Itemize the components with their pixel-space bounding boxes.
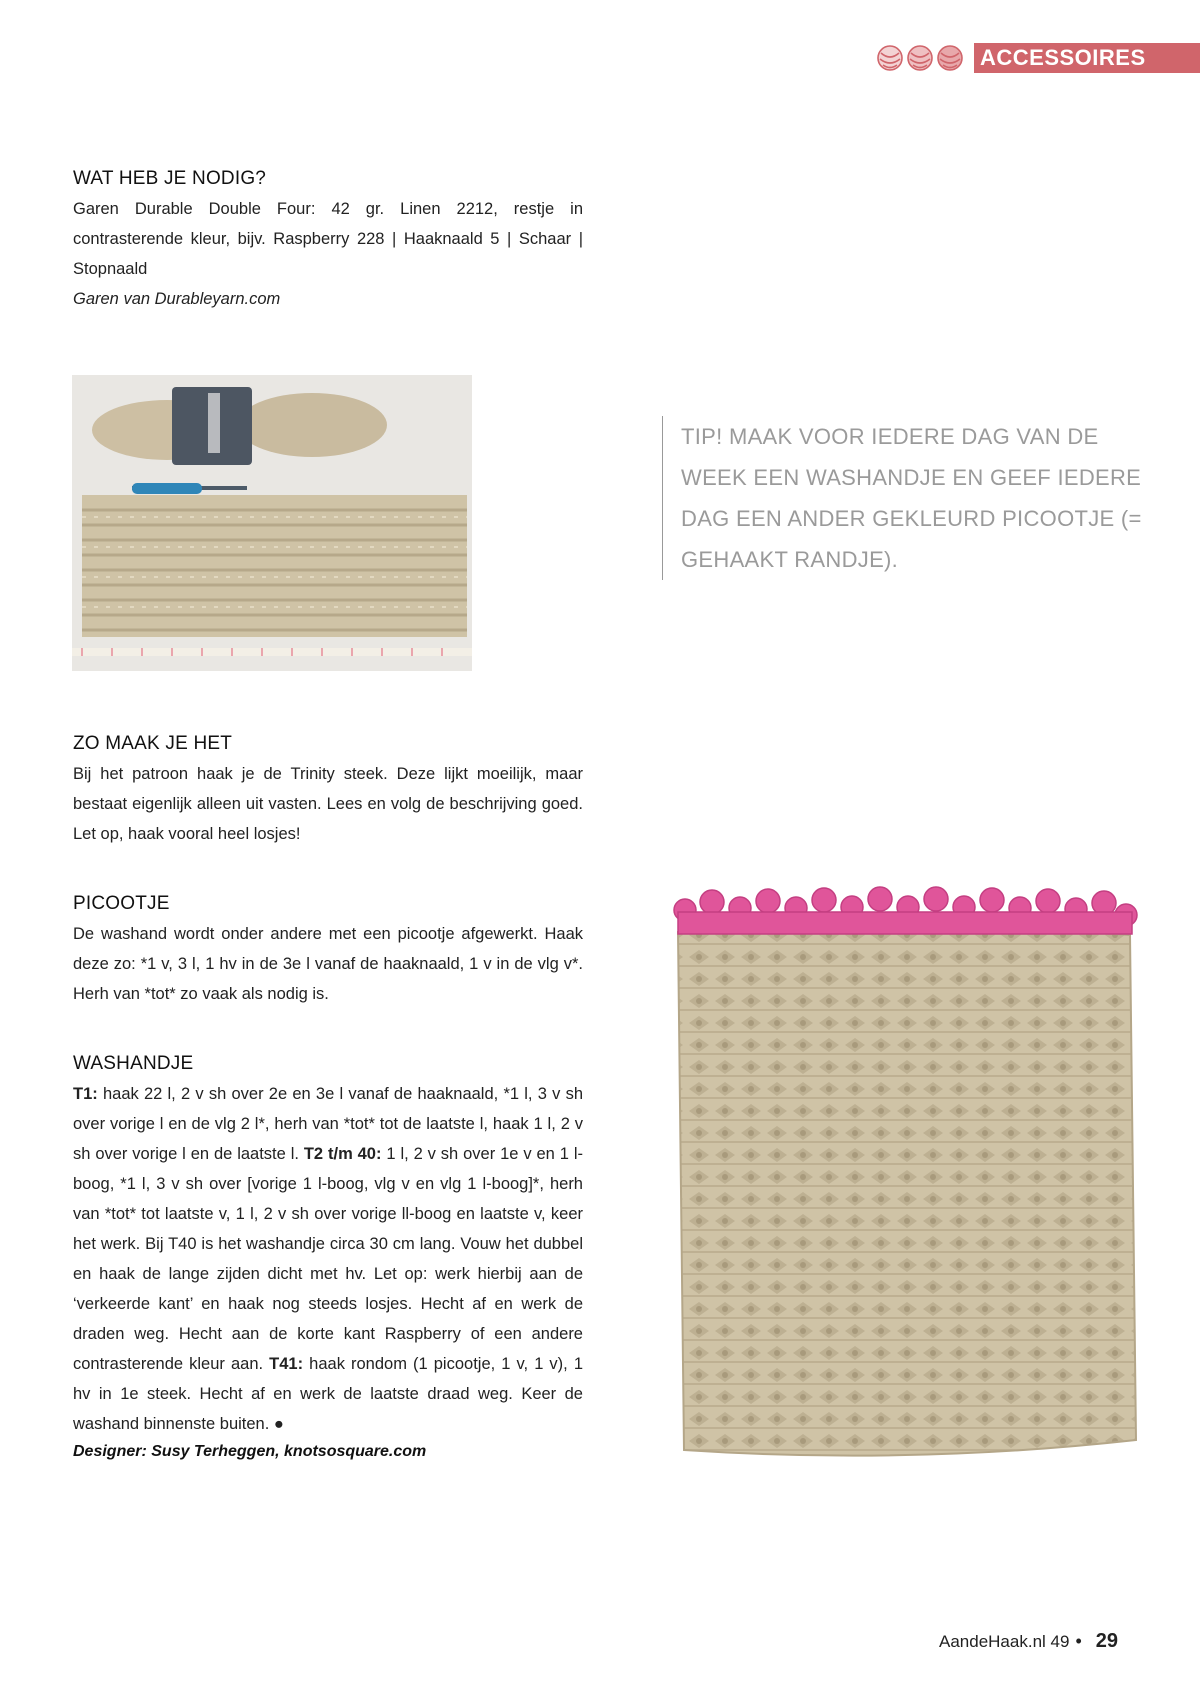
yarn-ball-icon [938,46,962,70]
page-number: 29 [1095,1630,1118,1652]
washandje-section [73,1053,583,1461]
washandje-text [73,1079,583,1439]
row-label-t41: T41: [269,1355,304,1373]
howto-heading: ZO MAAK JE HET [73,733,233,754]
row-text-t1: haak 22 l, 2 v sh over 2e en 3e l vanaf de haaknaald, *1 l, 3 v sh over vorige l en de vlg 2 l*, herh van *tot* tot de laatste l, haak 1 l, 2 v sh over vorige l en de laatste l. [73,1085,583,1163]
page-footer [939,1630,1118,1653]
picootje-section [73,893,583,1009]
row-text-t2-40: 1 l, 2 v sh over 1e v en 1 l-boog, *1 l, 3 v sh over [vorige 1 l-boog, vlg v en vlg 1 l-boog]*, herh van *tot* tot laatste v, 1 l, 2 v sh over vorige ll-boog en laatste v, keer het werk. Bij T40 is het washandje circa 30 cm lang. Vouw het dubbel en haak de lange zijden dicht met hv. Let op: werk hierbij aan de ‘verkeerde kant’ en haak nog steeds losjes. Hecht af en werk de draden weg. Hecht aan de korte kant Raspberry of een andere contrasterende kleur aan. [73,1145,583,1373]
washcloth-photo [660,880,1150,1475]
materials-heading: WAT HEB JE NODIG? [73,168,267,189]
row-text-t41: haak rondom (1 picootje, 1 v, 1 v), 1 hv in 1e steek. Hecht af en werk de laatste draad weg. Keer de washand binnenste buiten. ● [73,1355,584,1433]
yarn-balls-icon [876,43,968,73]
materials-text: Garen Durable Double Four: 42 gr. Linen 2212, restje in contrasterende kleur, bijv. Raspberry 228 | Haaknaald 5 | Schaar | Stopnaald [73,200,583,278]
footer-separator: • [1075,1631,1082,1651]
picootje-text: De washand wordt onder andere met een picootje afgewerkt. Haak deze zo: *1 v, 3 l, 1 hv in de 3e l vanaf de haaknaald, 1 v in de vlg v*. Herh van *tot* zo vaak als nodig is. [73,925,583,1003]
magazine-name: AandeHaak.nl 49 [939,1632,1070,1651]
yarn-and-swatch-photo [72,375,472,671]
section-label: ACCESSOIRES [974,43,1200,73]
howto-section [73,733,583,849]
picootje-heading: PICOOTJE [73,893,170,914]
row-label-t2-40: T2 t/m 40: [303,1145,382,1163]
yarn-ball-icon [908,46,932,70]
row-label-t1: T1: [73,1085,98,1103]
washandje-heading: WASHANDJE [73,1053,194,1074]
materials-section [73,168,583,314]
tip-callout: TIP! MAAK VOOR IEDERE DAG VAN DE WEEK EEN WASHANDJE EN GEEF IEDERE DAG EEN ANDER GEKLEURD PICOOTJE (= GEHAAKT RANDJE). [662,416,1151,580]
designer-credit: Designer: Susy Terheggen, knotsosquare.com [73,1443,427,1460]
yarn-ball-icon [878,46,902,70]
materials-source: Garen van Durableyarn.com [73,290,281,308]
howto-text: Bij het patroon haak je de Trinity steek. Deze lijkt moeilijk, maar bestaat eigenlijk alleen uit vasten. Lees en volg de beschrijving goed. Let op, haak vooral heel losjes! [73,765,583,843]
